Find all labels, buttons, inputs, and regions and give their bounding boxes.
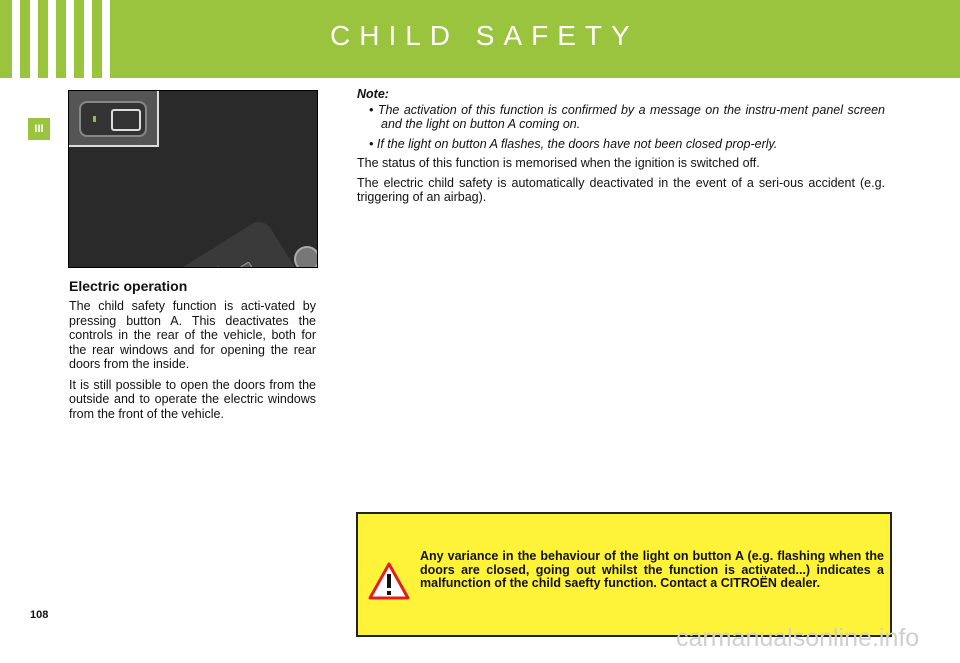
note-bullet: • The activation of this function is confirmed by a message on the instru-ment panel screen and the light on button A coming on.	[369, 102, 885, 131]
window-switch	[233, 261, 256, 268]
door-control-photo	[68, 90, 318, 268]
paragraph: The status of this function is memorised when the ignition is switched off.	[357, 156, 760, 170]
button-inset	[69, 91, 159, 147]
left-column	[69, 299, 316, 427]
warning-triangle-icon	[368, 562, 410, 600]
note-label: Note:	[357, 87, 389, 101]
right-column	[357, 87, 885, 210]
child-safety-button-a	[79, 101, 147, 137]
section-heading: Electric operation	[69, 278, 188, 294]
header-stripe	[30, 0, 38, 78]
note-bullet: • If the light on button A flashes, the doors have not been closed prop-erly.	[369, 136, 778, 151]
mirror-adjust-knob	[294, 246, 318, 268]
window-switch	[203, 266, 226, 268]
watermark: carmanualsonline.info	[676, 624, 920, 652]
page-title: CHILD SAFETY	[330, 20, 639, 51]
indicator-light-icon	[93, 116, 96, 122]
page-header	[0, 0, 960, 78]
child-lock-icon	[111, 109, 141, 131]
header-stripe	[66, 0, 74, 78]
header-stripe	[102, 0, 110, 78]
paragraph: The electric child safety is automatically deactivated in the event of a seri-ous accident (e.g. triggering of an airbag).	[357, 175, 885, 204]
paragraph: It is still possible to open the doors from the outside and to operate the electric windows from the front of the vehicle.	[69, 377, 316, 421]
warning-box	[356, 512, 892, 637]
warning-text: Any variance in the behaviour of the light on button A (e.g. flashing when the doors are closed, going out whilst the function is activated...) indicates a malfunction of the child saefty function. Contact a CITROËN dealer.	[420, 549, 884, 590]
section-tab[interactable]: III	[28, 118, 50, 140]
page-number: 108	[30, 609, 49, 621]
header-stripe	[84, 0, 92, 78]
paragraph: The child safety function is acti-vated by pressing button A. This deactivates the controls in the rear of the vehicle, both for the rear windows and for opening the rear doors from the inside.	[69, 299, 316, 371]
header-stripe	[12, 0, 20, 78]
header-stripe	[48, 0, 56, 78]
